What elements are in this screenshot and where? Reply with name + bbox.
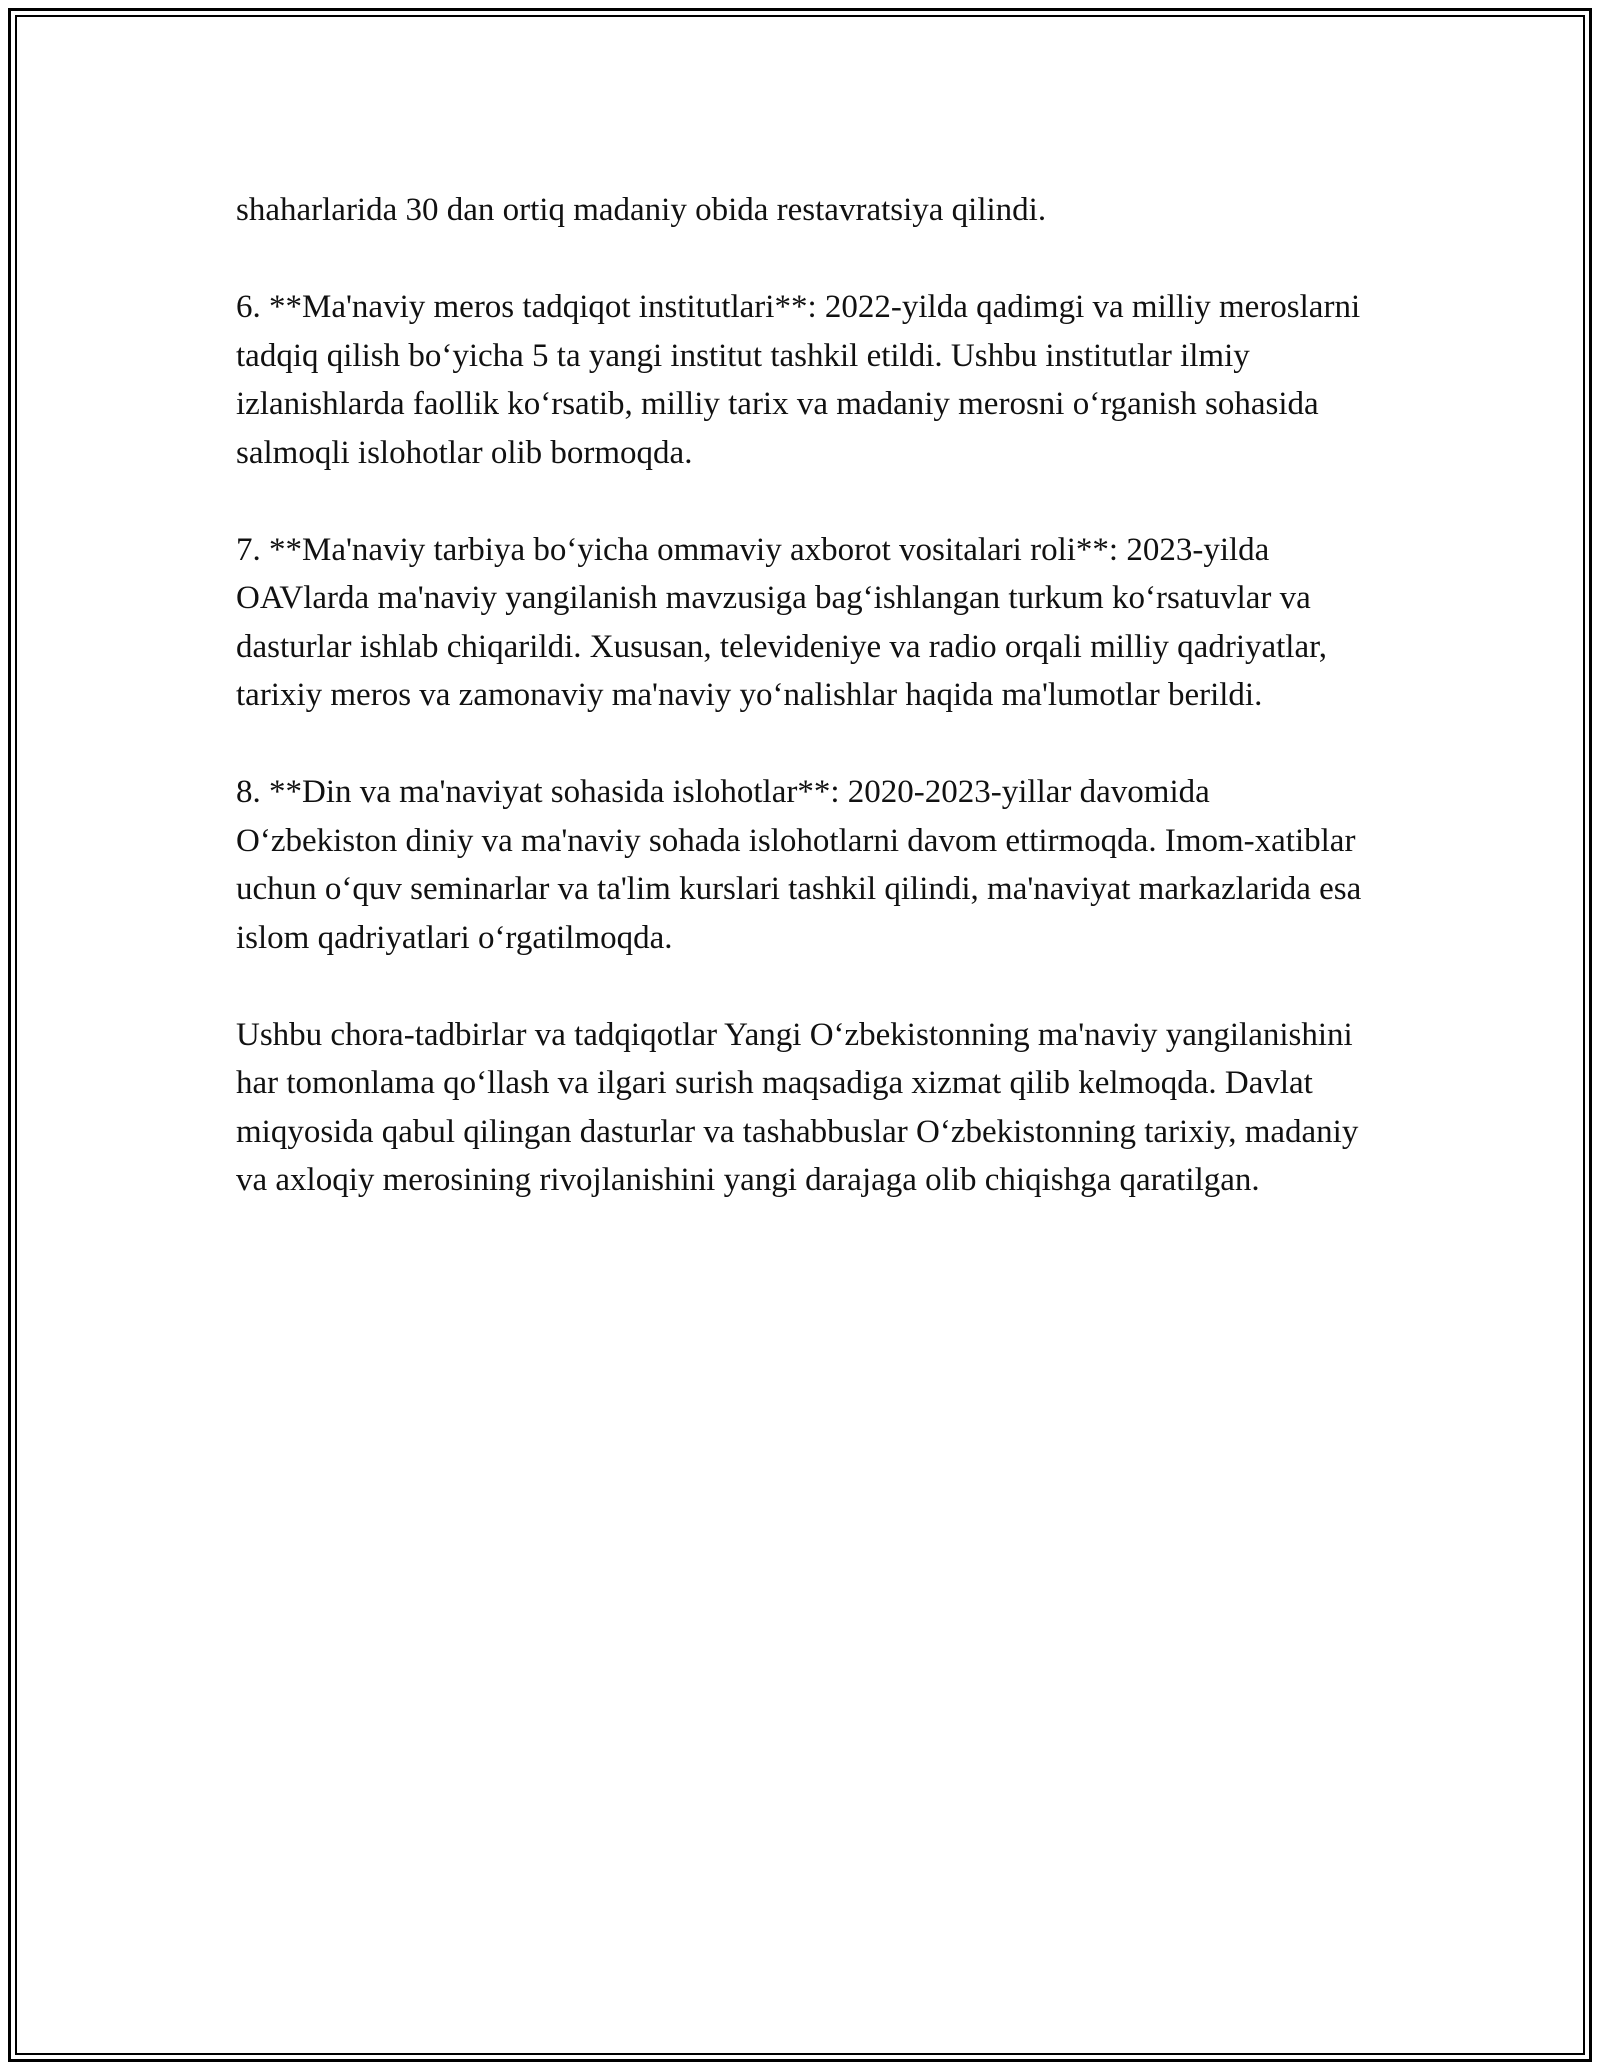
paragraph-item-6: 6. **Ma'naviy meros tadqiqot institutlari**: 2022-yilda qadimgi va milliy meroslarni tadqiq qilish bo‘yicha 5 ta yangi institut tashkil etildi. Ushbu institutlar ilmiy izlanishlarda faollik ko‘rsatib, milliy tarix va madaniy merosni o‘rganish sohasida salmoqli islohotlar olib bormoqda. xyxy=(236,289,1361,471)
paragraph-item-8: 8. **Din va ma'naviyat sohasida islohotlar**: 2020-2023-yillar davomida O‘zbekiston diniy va ma'naviy sohada islohotlarni davom ettirmoqda. Imom-xatiblar uchun o‘quv seminarlar va ta'lim kurslari tashkil qilindi, ma'naviyat markazlarida esa islom qadriyatlari o‘rgatilmoqda. xyxy=(236,774,1362,956)
document-body xyxy=(236,186,1366,1253)
paragraph-conclusion: Ushbu chora-tadbirlar va tadqiqotlar Yangi O‘zbekistonning ma'naviy yangilanishini har tomonlama qo‘llash va ilgari surish maqsadiga xizmat qilib kelmoqda. Davlat miqyosida qabul qilingan dasturlar va tashabbuslar O‘zbekistonning tarixiy, madaniy va axloqiy merosining rivojlanishini yangi darajaga olib chiqishga qaratilgan. xyxy=(236,1016,1359,1198)
paragraph-continuation: shaharlarida 30 dan ortiq madaniy obida restavratsiya qilindi. xyxy=(236,192,1047,228)
paragraph-item-7: 7. **Ma'naviy tarbiya bo‘yicha ommaviy axborot vositalari roli**: 2023-yilda OAVlarda ma'naviy yangilanish mavzusiga bag‘ishlangan turkum ko‘rsatuvlar va dasturlar ishlab chiqarildi. Xususan, televideniye va radio orqali milliy qadriyatlar, tarixiy meros va zamonaviy ma'naviy yo‘nalishlar haqida ma'lumotlar berildi. xyxy=(236,531,1328,713)
